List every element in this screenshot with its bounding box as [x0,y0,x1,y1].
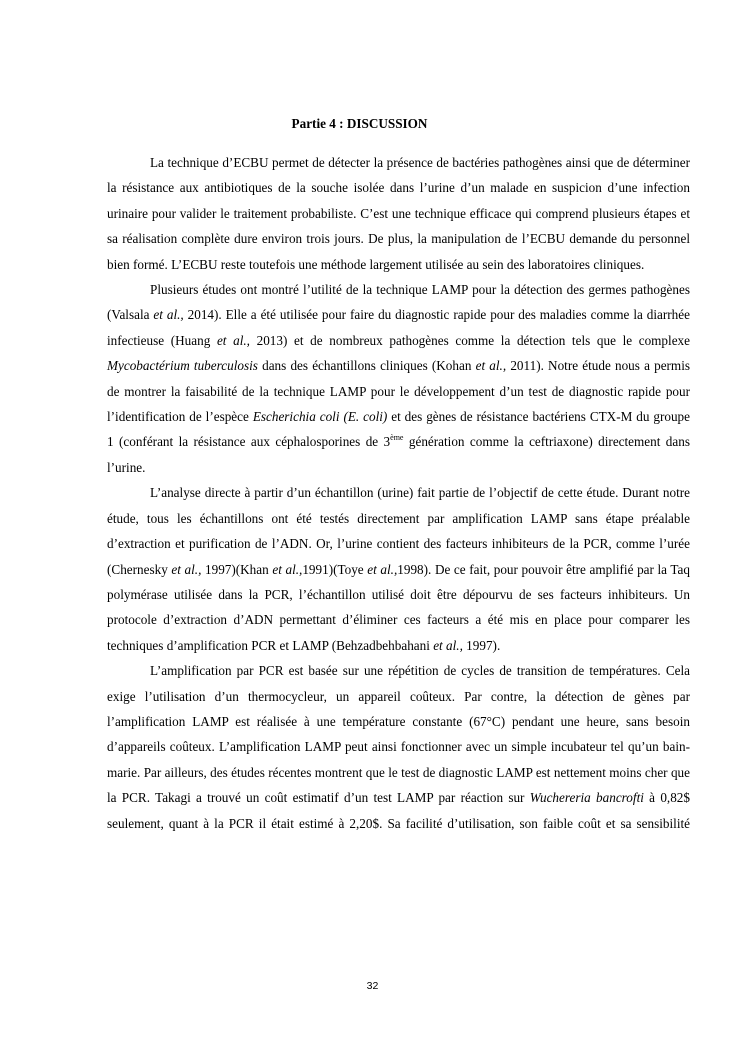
paragraph-lamp-studies [107,277,690,480]
page-number: 32 [366,980,379,992]
paragraph-direct-analysis [107,480,690,658]
citation-et-al: et al., [433,637,463,653]
text-run: dans des échantillons cliniques (Kohan [257,358,476,374]
text-run: 1998). De ce fait, pour pouvoir être amplifié par la Taq polymérase utilisée dans la PCR, l’échantillon utilisé doit être dépourvu de ses facteurs inhibiteurs. Un protocole d’extraction d’ADN permettant d’éliminer ces facteurs a été mis en place pour comparer les techniques d’amplification PCR et LAMP (Behzadbehbahani [107,561,690,653]
text-run: génération comme la ceftriaxone) directement dans l’urine. [107,434,690,475]
citation-et-al: et al., [272,561,303,577]
text-run: et des gènes de résistance bactériens CTX-M du groupe 1 (conférant la résistance aux céphalosporines de 3 [107,409,690,450]
citation-et-al: et al., [216,332,250,348]
species-name: Wuchereria bancrofti [529,790,644,806]
discussion-body [107,150,690,836]
text-run: 1997). [462,637,501,653]
section-title: Partie 4 : DISCUSSION [291,116,428,131]
species-name: Mycobactérium tuberculosis [107,358,258,374]
text-run: 1997)(Khan [201,561,273,577]
text-run: 2014). Elle a été utilisée pour faire du diagnostic rapide pour des maladies comme la diarrhée infectieuse (Huang [107,307,690,348]
citation-et-al: et al., [367,561,398,577]
text-run: L’analyse directe à partir d’un échantillon (urine) fait partie de l’objectif de cette étude. Durant notre étude, tous les échantillons ont été testés directement par amplification LAMP sans étape préalable d’extraction et purification de l’ADN. Or, l’urine contient des facteurs inhibiteurs de la PCR, comme l’urée (Chernesky [107,485,690,577]
citation-et-al: et al., [153,307,184,323]
text-run: 2013) et de nombreux pathogènes comme la détection tels que le complexe [249,332,690,348]
text-run: 2011). Notre étude nous a permis de montrer la faisabilité de la technique LAMP pour le développement d’un test de diagnostic rapide pour l’identification de l’espèce [107,358,690,425]
citation-et-al: et al., [475,358,507,374]
text-run: 1991)(Toye [302,561,368,577]
species-name: Escherichia coli (E. coli) [252,409,388,425]
text-run: Plusieurs études ont montré l’utilité de la technique LAMP pour la détection des germes pathogènes (Valsala [107,282,690,323]
citation-et-al: et al., [171,561,202,577]
text-run: L’amplification par PCR est basée sur une répétition de cycles de transition de températures. Cela exige l’utilisation d’un thermocycleur, un appareil coûteux. Par contre, la détection de gènes par l’amplification LAMP est réalisée à une température constante (67°C) pendant une heure, sans besoin d’appareils coûteux. L’amplification LAMP peut ainsi fonctionner avec un simple incubateur tel qu’un bain-marie. Par ailleurs, des études récentes montrent que le test de diagnostic LAMP est nettement moins cher que la PCR. Takagi a trouvé un coût estimatif d’un test LAMP par réaction sur [107,663,690,806]
superscript: ème [390,433,404,443]
paragraph-pcr-vs-lamp [107,658,690,836]
paragraph-ecbu: La technique d’ECBU permet de détecter la présence de bactéries pathogènes ainsi que de déterminer la résistance aux antibiotiques de la souche isolée dans l’urine d’un malade en suspicion d’une infection urinaire pour valider le traitement probabiliste. C’est une technique efficace qui comprend plusieurs étapes et sa réalisation complète dure environ trois jours. De plus, la manipulation de l’ECBU demande du personnel bien formé. L’ECBU reste toutefois une méthode largement utilisée au sein des laboratoires cliniques. [107,155,690,272]
text-run: à 0,82$ seulement, quant à la PCR il était estimé à 2,20$. Sa facilité d’utilisation, son faible coût et sa sensibilité [107,790,690,831]
